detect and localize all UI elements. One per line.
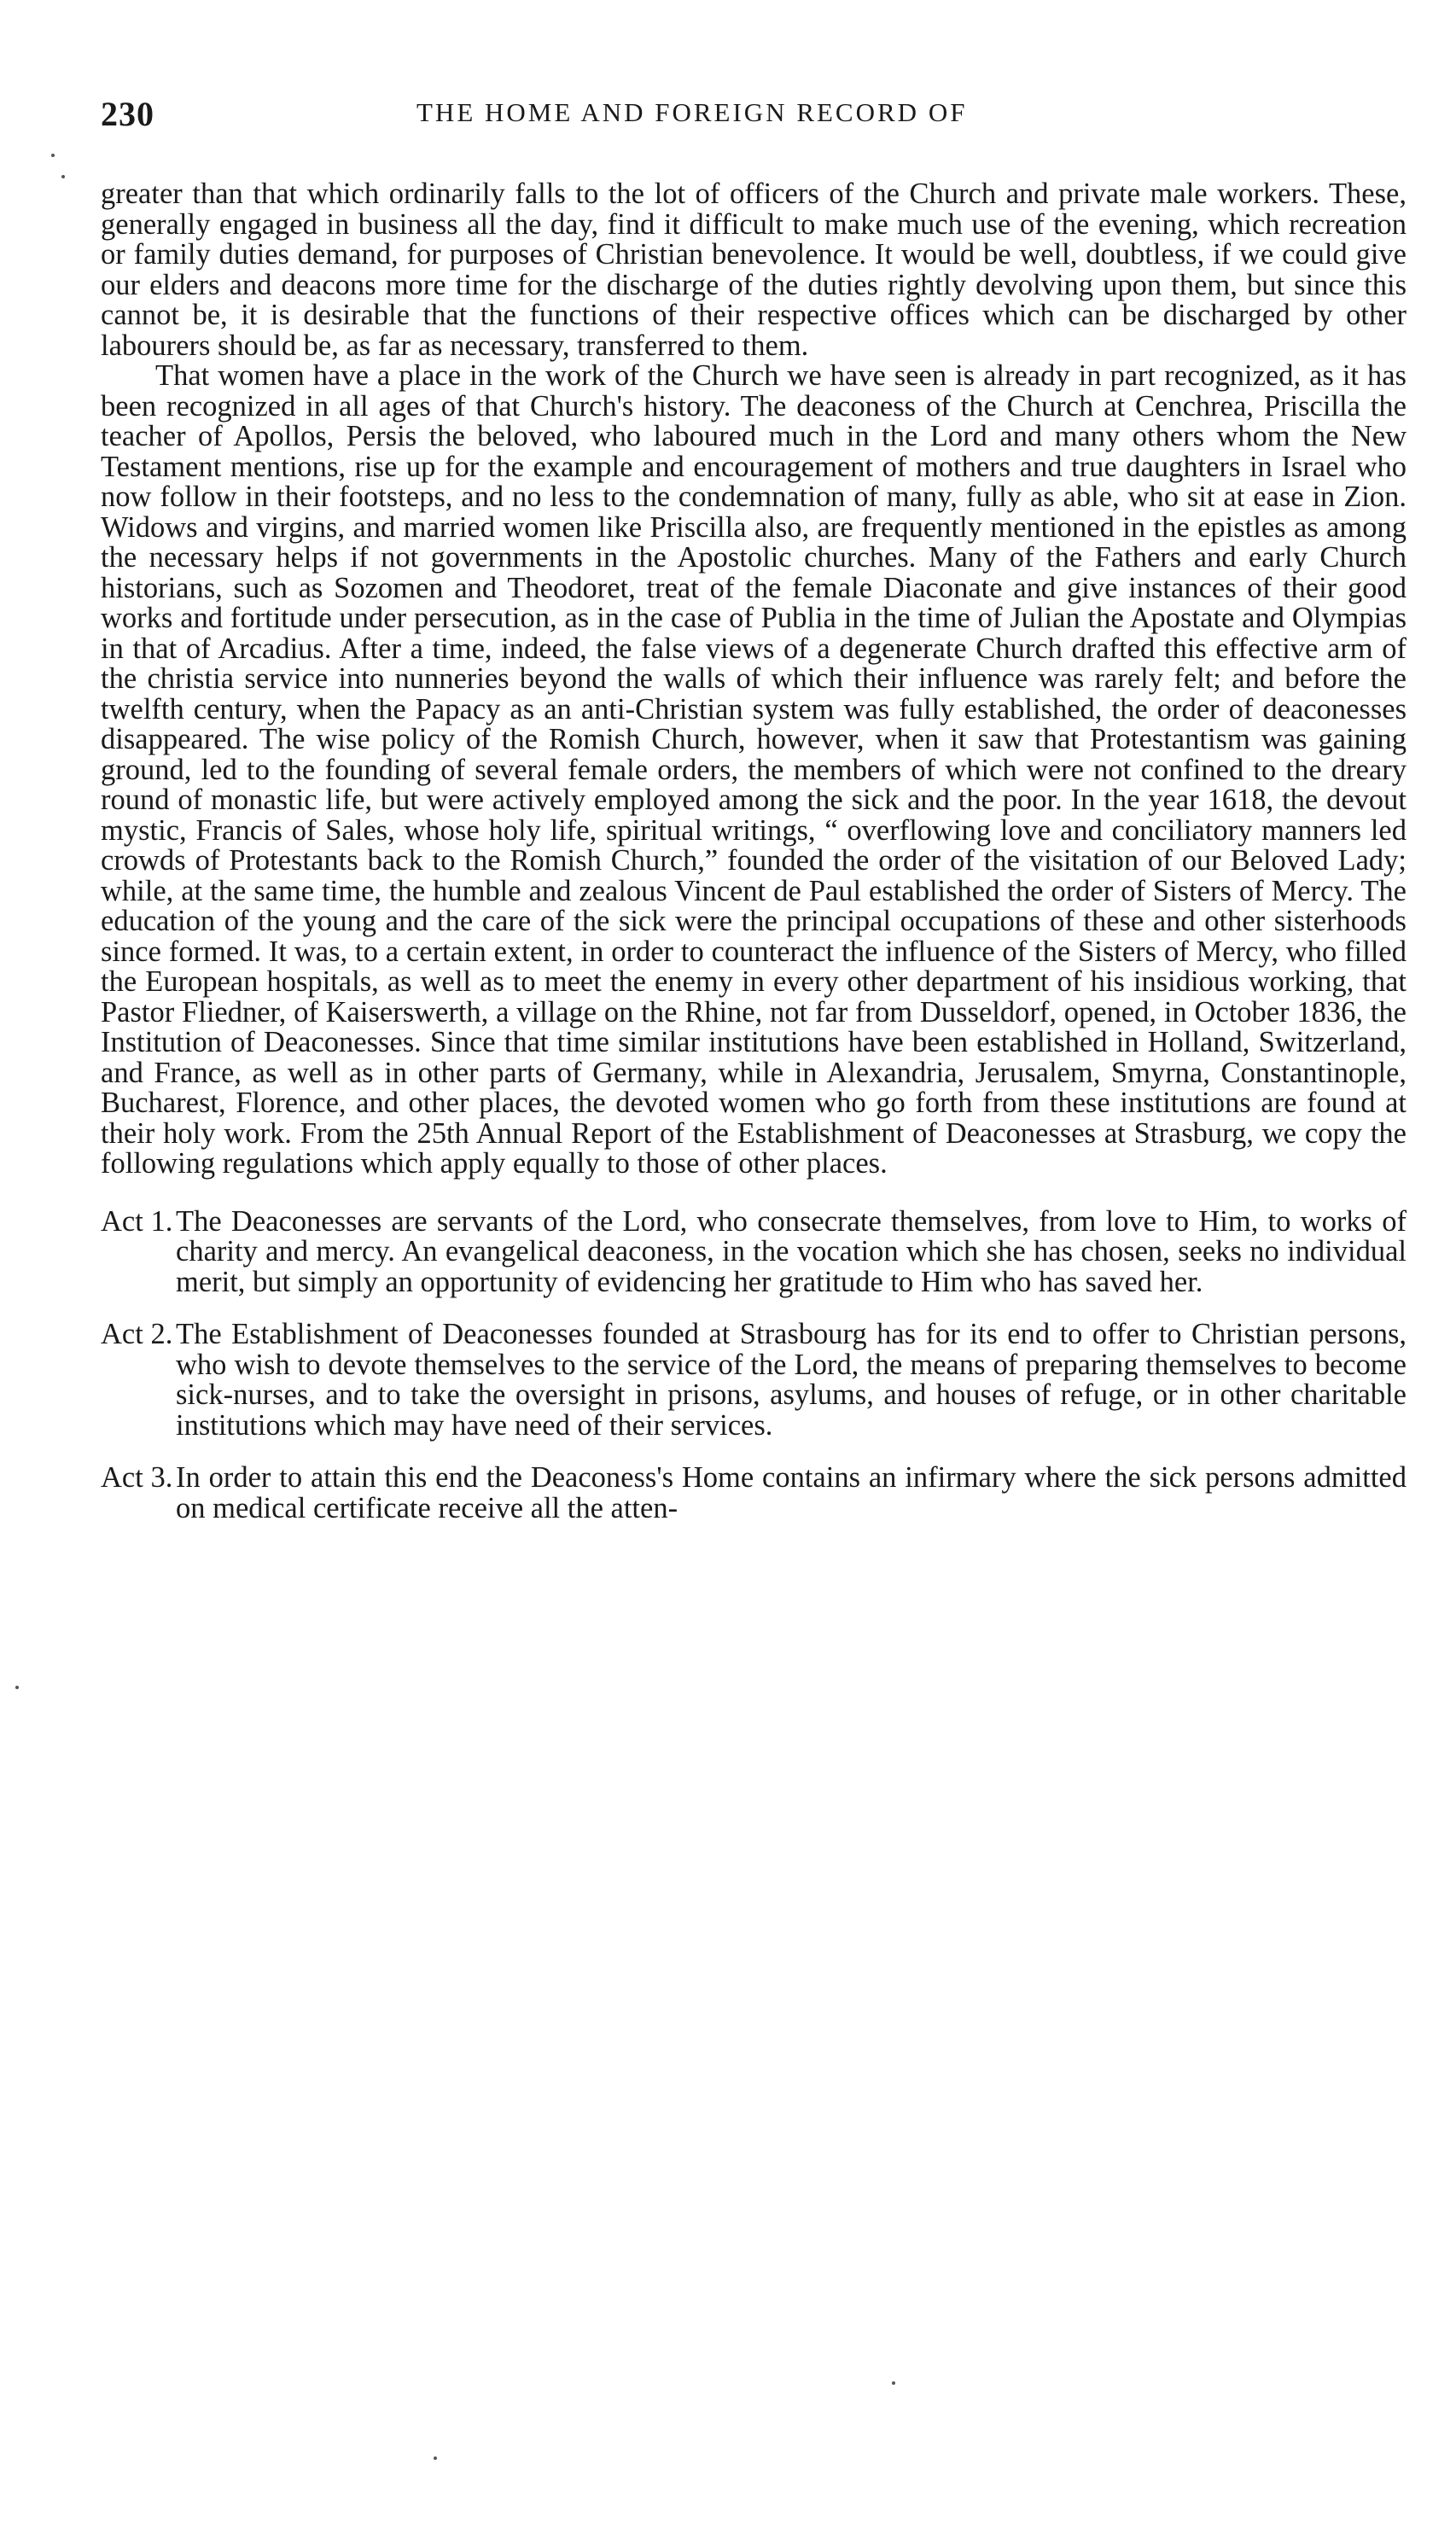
- act-text: The Deaconesses are servants of the Lord, who consecrate themselves, from love to Him, to works of charity and mercy. An evangelical deaconess, in the vocation which she has chosen, seeks no individual merit, but simply an opportunity of evidencing her gratitude to Him who has saved her.: [176, 1204, 1406, 1298]
- act-label: Act 2.: [101, 1318, 173, 1350]
- document-page: [101, 94, 1406, 1546]
- scan-speck: [434, 2456, 437, 2460]
- act-label: Act 1.: [101, 1204, 173, 1238]
- scan-speck: [61, 175, 65, 178]
- running-title: THE HOME AND FOREIGN RECORD OF: [416, 97, 968, 127]
- regulation-act-1: [101, 1204, 1406, 1298]
- paragraph-continuation: greater than that which ordinarily falls to the lot of officers of the Church and private male workers. These, generally engaged in business all the day, find it difficult to make much use of the evening, which recreation or family duties demand, for purposes of Christian benevolence. It would be well, doubtless, if we could give our elders and deacons more time for the discharge of the duties rightly devolving upon them, but since this cannot be, it is desirable that the functions of their respective offices which can be discharged by other labourers should be, as far as necessary, transferred to them.: [101, 178, 1406, 362]
- regulation-act-2: [101, 1320, 1406, 1441]
- act-text: The Establishment of Deaconesses founded at Strasbourg has for its end to offer to Christian persons, who wish to devote themselves to the service of the Lord, the means of preparing themselves to become sick-nurses, and to take the oversight in prisons, asylums, and houses of refuge, or in other charitable institutions which may have need of their services.: [176, 1318, 1406, 1442]
- regulations-list: [101, 1204, 1406, 1524]
- page-number: 230: [101, 95, 154, 133]
- scan-speck: [51, 154, 55, 157]
- act-label: Act 3.: [101, 1461, 173, 1494]
- scan-speck: [892, 2381, 895, 2385]
- regulation-act-3: [101, 1463, 1406, 1524]
- running-head: [101, 94, 1406, 145]
- paragraph-women-in-church: That women have a place in the work of the Church we have seen is already in part recognized, as it has been recognized in all ages of that Church's history. The deaconess of the Church at Cenchrea, Priscilla the teacher of Apollos, Persis the beloved, who laboured much in the Lord and many others whom the New Testament mentions, rise up for the example and encouragement of mothers and true daughters in Israel who now follow in their footsteps, and no less to the condemnation of many, fully as able, who sit at ease in Zion. Widows and virgins, and married women like Priscilla also, are frequently mentioned in the epistles as among the necessary helps if not governments in the Apostolic churches. Many of the Fathers and early Church historians, such as Sozomen and Theodoret, treat of the female Diaconate and give instances of their good works and fortitude under persecution, as in the case of Publia in the time of Julian the Apostate and Olympias in that of Arcadius. After a time, indeed, the false views of a degenerate Church drafted this effective arm of the christia service into nunneries beyond the walls of which their influence was rarely felt; and before the twelfth century, when the Papacy as an anti-Christian system was fully established, the order of deaconesses disappeared. The wise policy of the Romish Church, however, when it saw that Protestantism was gaining ground, led to the founding of several female orders, the members of which were not confined to the dreary round of monastic life, but were actively employed among the sick and the poor. In the year 1618, the devout mystic, Francis of Sales, whose holy life, spiritual writings, “ overflowing love and conciliatory manners led crowds of Protestants back to the Romish Church,” founded the order of the visitation of our Beloved Lady; while, at the same time, the humble and zealous Vincent de Paul established the order of Sisters of Mercy. The education of the young and the care of the sick were the principal occupations of these and other sisterhoods since formed. It was, to a certain extent, in order to counteract the influence of the Sisters of Mercy, who filled the European hospitals, as well as to meet the enemy in every other department of his insidious working, that Pastor Fliedner, of Kaiserswerth, a village on the Rhine, not far from Dusseldorf, opened, in October 1836, the Institution of Deaconesses. Since that time similar institutions have been established in Holland, Switzerland, and France, as well as in other parts of Germany, while in Alexandria, Jerusalem, Smyrna, Constantinople, Bucharest, Florence, and other places, the devoted women who go forth from these institutions are found at their holy work. From the 25th Annual Report of the Establishment of Deaconesses at Strasburg, we copy the following regulations which apply equally to those of other places.: [101, 359, 1406, 1180]
- act-text: In order to attain this end the Deaconess's Home contains an infirmary where the sick persons admitted on medical certificate receive all the atten-: [176, 1461, 1406, 1524]
- body-text: [101, 179, 1406, 1180]
- scan-speck: [15, 1686, 19, 1689]
